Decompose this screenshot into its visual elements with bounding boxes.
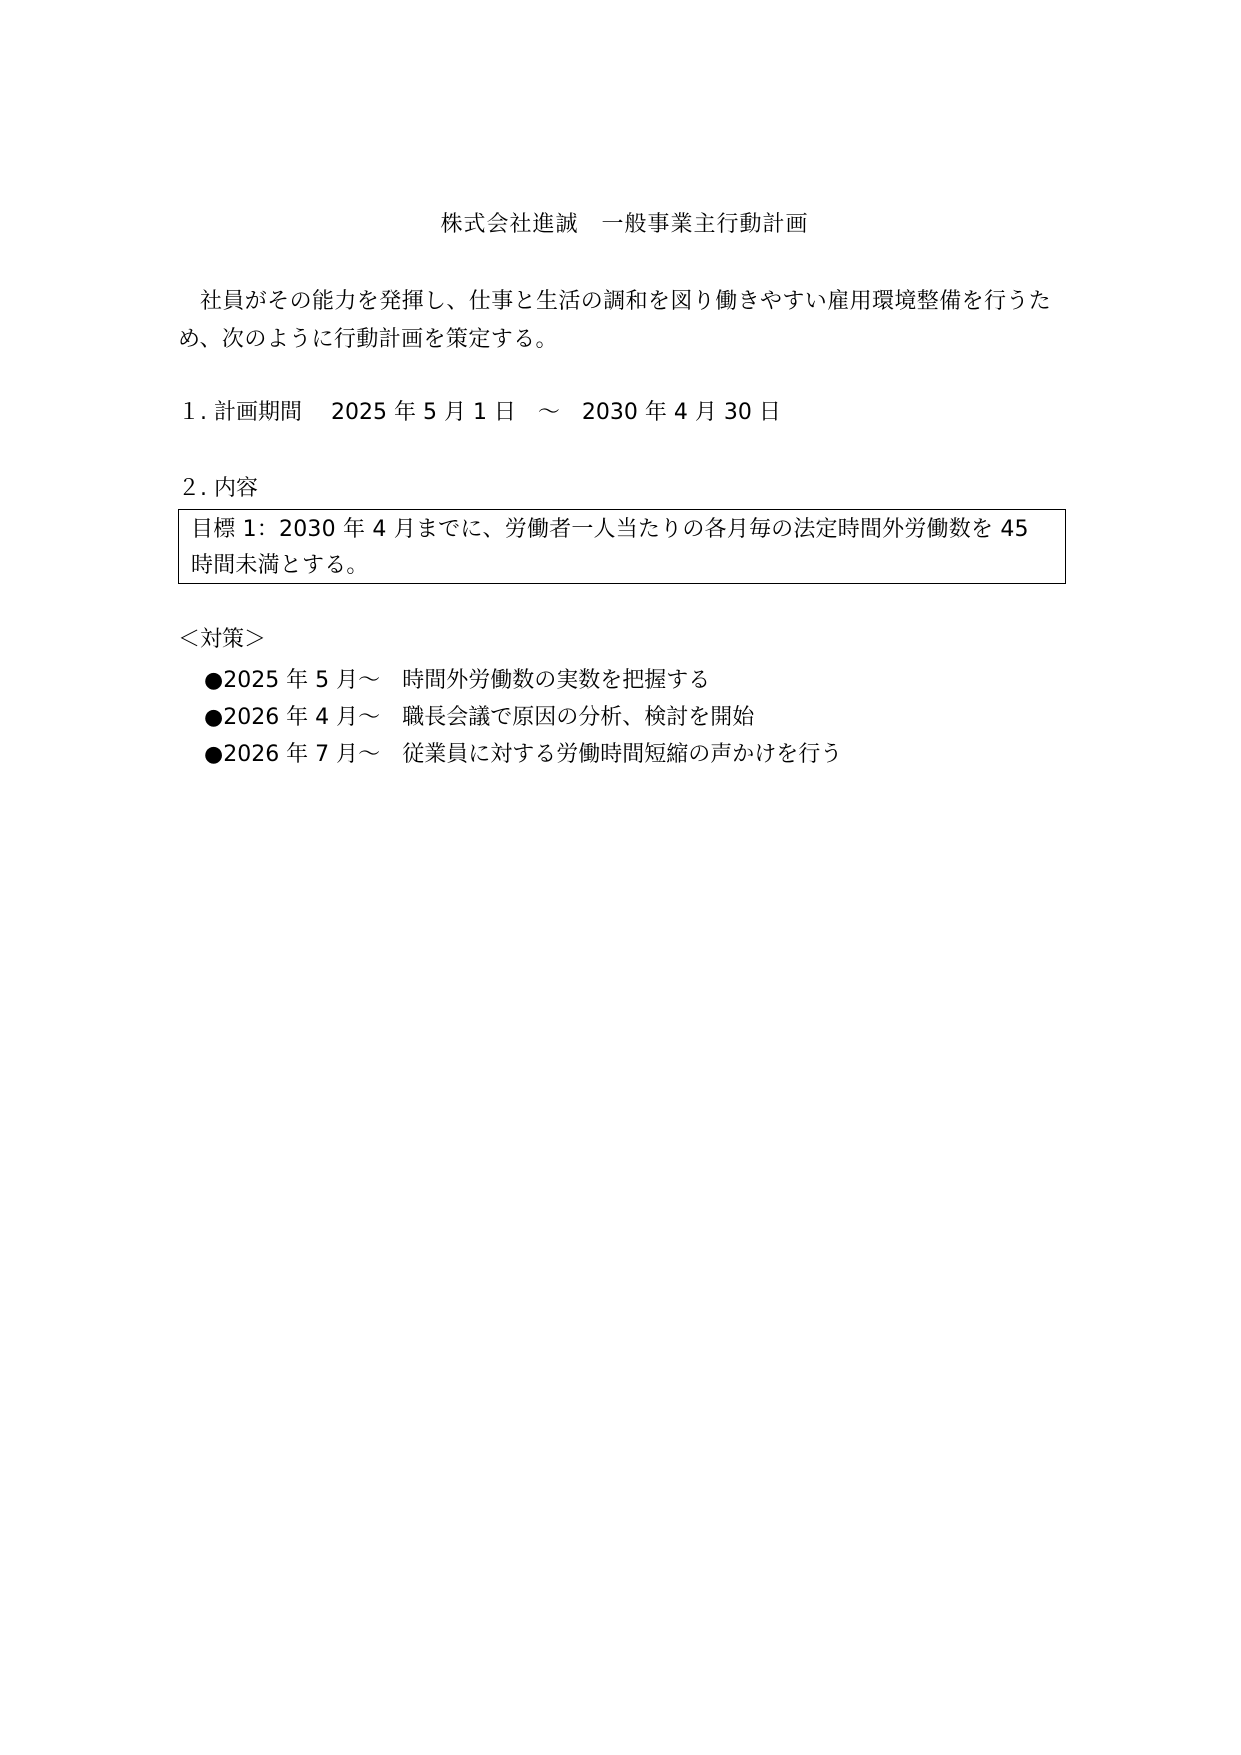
measure-text: 職長会議で原因の分析、検討を開始 [402,705,755,730]
goal-text: 目標 1：2030 年 4 月までに、労働者一人当たりの各月毎の法定時間外労働数を 45 時間未満とする。 [191,517,1029,578]
document-title: 株式会社進誠 一般事業主行動計画 [440,212,809,237]
measure-date: 2026 年 4 月～ [223,705,381,730]
intro-paragraph: 社員がその能力を発揮し、仕事と生活の調和を図り働きやすい雇用環境整備を行うため、次のように行動計画を策定する。 [178,289,1052,352]
content-heading: ２. 内容 [178,476,258,501]
bullet-icon: ● [204,705,224,730]
measure-item [204,662,842,699]
bullet-icon: ● [204,742,224,767]
measure-date: 2025 年 5 月～ [223,668,381,693]
measure-item [204,699,842,736]
measure-text: 従業員に対する労働時間短縮の声かけを行う [402,742,843,767]
bullet-icon: ● [204,668,224,693]
plan-period: １. 計画期間 2025 年 5 月 1 日 ～ 2030 年 4 月 30 日 [178,400,781,425]
goal-box [178,509,1066,584]
measure-date: 2026 年 7 月～ [223,742,381,767]
measure-item [204,736,842,773]
measures-list [204,662,842,773]
measures-heading: ＜対策＞ [178,627,267,652]
measure-text: 時間外労働数の実数を把握する [402,668,711,693]
